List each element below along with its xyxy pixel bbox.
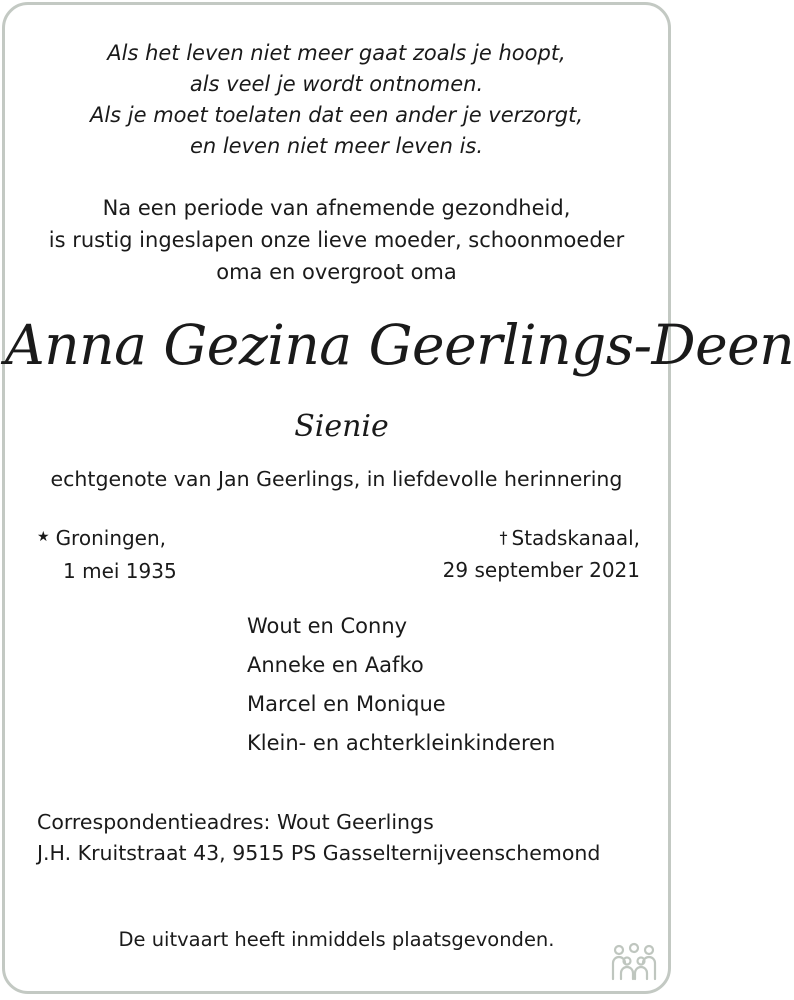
people-group-icon (610, 943, 658, 981)
death-info (443, 523, 640, 585)
spouse-line: echtgenote van Jan Geerlings, in liefdevolle herinnering (50, 467, 623, 491)
birth-place: Groningen, (55, 526, 167, 550)
poem-line: Als je moet toelaten dat een ander je verzorgt, (89, 103, 584, 127)
poem-line: Als het leven niet meer gaat zoals je hoopt, (107, 41, 566, 65)
deceased-name: Anna Gezina Geerlings-Deen (5, 313, 794, 377)
death-date: 29 september 2021 (442, 558, 640, 582)
correspondence-line: J.H. Kruitstraat 43, 9515 PS Gasselternijveenschemond (37, 841, 601, 865)
intro-line: Na een periode van afnemende gezondheid, (102, 196, 571, 220)
family-item: Anneke en Aafko (247, 653, 424, 677)
star-icon: ★ (37, 529, 50, 545)
correspondence-line: Correspondentieadres: Wout Geerlings (37, 810, 434, 834)
birth-date: 1 mei 1935 (63, 559, 177, 583)
family-list (247, 607, 555, 763)
obituary-card (2, 2, 794, 994)
poem-line: en leven niet meer leven is. (189, 134, 484, 158)
deceased-nickname: Sienie (294, 409, 389, 444)
intro-line: oma en overgroot oma (216, 260, 457, 284)
poem (5, 38, 668, 162)
family-item: Marcel en Monique (247, 692, 446, 716)
death-place: Stadskanaal, (511, 526, 640, 550)
cross-icon: † (499, 528, 508, 547)
correspondence-address (37, 807, 600, 869)
birth-info (37, 523, 177, 586)
intro-text (5, 192, 668, 288)
family-item: Wout en Conny (247, 614, 408, 638)
intro-line: is rustig ingeslapen onze lieve moeder, schoonmoeder (48, 228, 625, 252)
poem-line: als veel je wordt ontnomen. (189, 72, 484, 96)
family-item: Klein- en achterkleinkinderen (247, 731, 556, 755)
funeral-notice: De uitvaart heeft inmiddels plaatsgevonden. (118, 928, 555, 951)
